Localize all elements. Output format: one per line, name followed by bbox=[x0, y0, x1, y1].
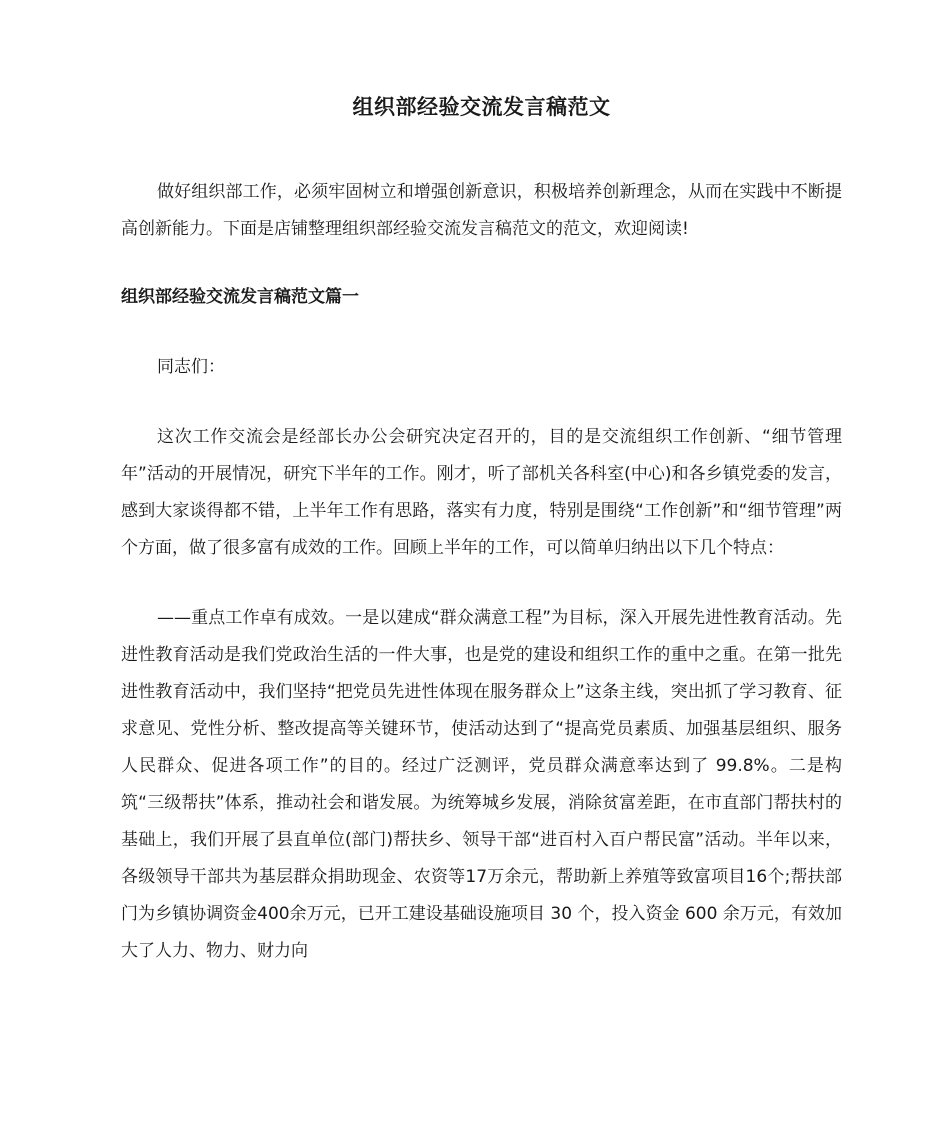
document-title: 组织部经验交流发言稿范文 bbox=[352, 95, 611, 119]
intro-paragraph: 做好组织部工作，必须牢固树立和增强创新意识，积极培养创新理念，从而在实践中不断提高创新能力。下面是店铺整理组织部经验交流发言稿范文的范文，欢迎阅读! bbox=[121, 182, 842, 239]
greeting-paragraph: 同志们： bbox=[157, 357, 225, 377]
body-paragraph-1: 这次工作交流会是经部长办公会研究决定召开的，目的是交流组织工作创新、“细节管理年”活动的开展情况，研究下半年的工作。刚才，听了部机关各科室(中心)和各乡镇党委的发言，感到大家谈得都不错，上半年工作有思路，落实有力度，特别是围绕“工作创新”和“细节管理”两个方面，做了很多富有成效的工作。回顾上半年的工作，可以简单归纳出以下几个特点： bbox=[121, 427, 842, 558]
body-paragraph-2: ——重点工作卓有成效。一是以建成“群众满意工程”为目标，深入开展先进性教育活动。先进性教育活动是我们党政治生活的一件大事，也是党的建设和组织工作的重中之重。在第一批先进性教育活动中，我们坚持“把党员先进性体现在服务群众上”这条主线，突出抓了学习教育、征求意见、党性分析、整改提高等关键环节，使活动达到了“提高党员素质、加强基层组织、服务人民群众、促进各项工作”的目的。经过广泛测评，党员群众满意率达到了 99.8%。二是构筑“三级帮扶”体系，推动社会和谐发展。为统筹城乡发展，消除贫富差距，在市直部门帮扶村的基础上，我们开展了县直单位(部门)帮扶乡、领导干部“进百村入百户帮民富”活动。半年以来，各级领导干部共为基层群众捐助现金、农资等17万余元，帮助新上养殖等致富项目16个;帮扶部门为乡镇协调资金400余万元，已开工建设基础设施项目 30 个，投入资金 600 余万元，有效加大了人力、物力、财力向 bbox=[121, 608, 842, 961]
section-heading: 组织部经验交流发言稿范文篇一 bbox=[121, 287, 359, 307]
